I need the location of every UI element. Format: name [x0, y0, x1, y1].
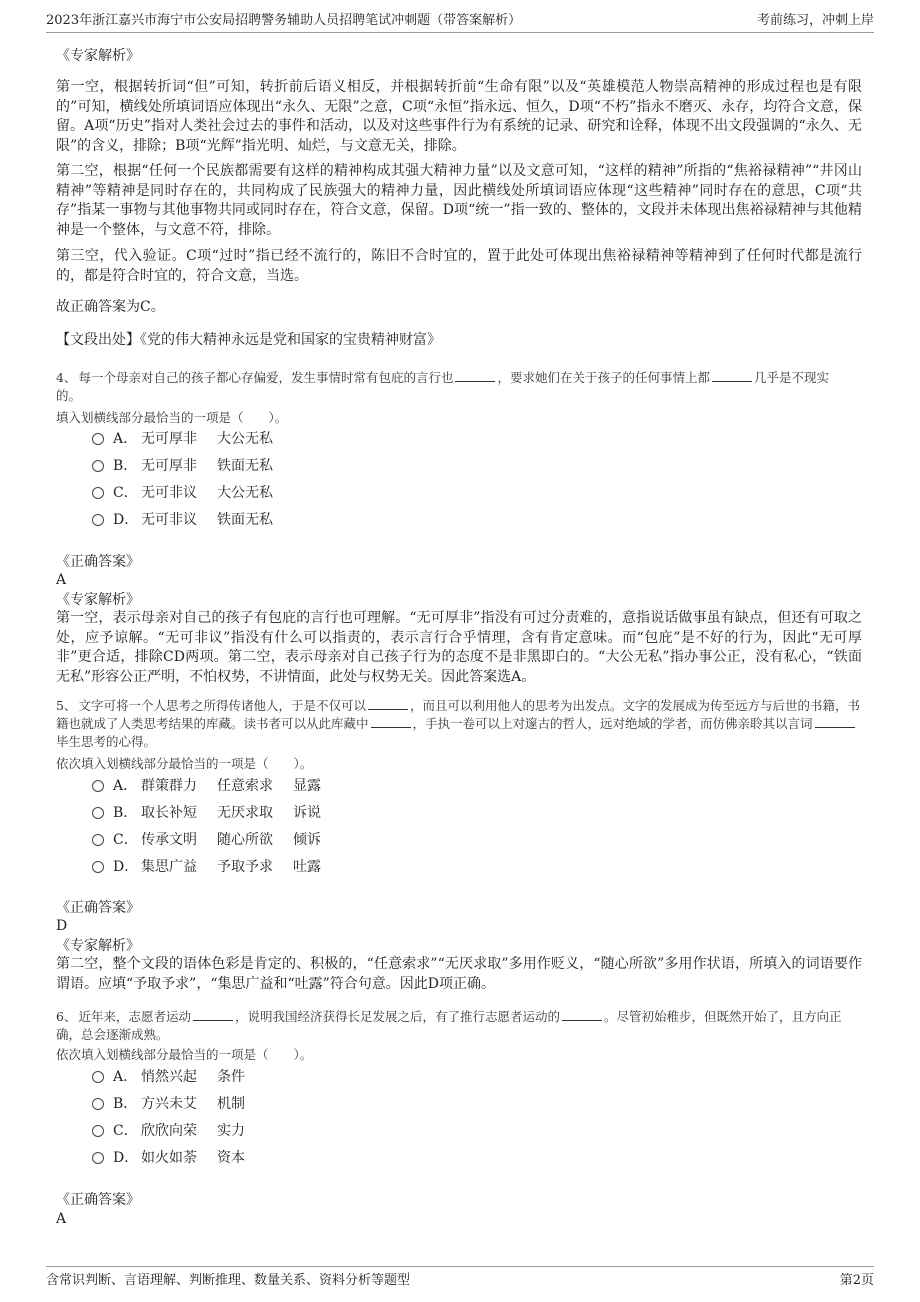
q4-stem: 4、 每一个母亲对自己的孩子都心存偏爱，发生事情时常有包庇的言行也 ，要求她们在关于孩子的任何事情上都 几乎是不现实 的。 — [56, 370, 829, 403]
q6-answer: A — [56, 1211, 67, 1227]
q3-analysis-conclusion: 故正确答案为C。 — [56, 299, 165, 315]
radio-icon[interactable] — [92, 780, 104, 792]
q5-option-c[interactable]: C． 传承文明 随心所欲 倾诉 — [92, 829, 321, 851]
page-header — [46, 10, 874, 33]
q5-blank-3 — [815, 715, 855, 728]
radio-icon[interactable] — [92, 514, 104, 526]
q4-analysis-label: 《专家解析》 — [56, 592, 140, 608]
radio-icon[interactable] — [92, 1152, 104, 1164]
q6-option-b[interactable]: B． 方兴未艾 机制 — [92, 1093, 245, 1115]
radio-icon[interactable] — [92, 1098, 104, 1110]
q3-analysis-label: 《专家解析》 — [56, 48, 140, 64]
q5-answer: D — [56, 918, 68, 934]
q6-option-c[interactable]: C． 欣欣向荣 实力 — [92, 1120, 245, 1142]
q5-blank-2 — [371, 715, 411, 728]
q4-blank-1 — [455, 369, 495, 382]
q4-blank-2 — [712, 369, 752, 382]
q6-answer-label: 《正确答案》 — [56, 1192, 140, 1208]
radio-icon[interactable] — [92, 1125, 104, 1137]
radio-icon[interactable] — [92, 487, 104, 499]
radio-icon[interactable] — [92, 834, 104, 846]
q5-blank-1 — [368, 697, 408, 710]
q3-analysis-para-3: 第三空，代入验证。C项“过时”指已经不流行的，陈旧不合时宜的，置于此处可体现出焦裕禄精神等精神到了任何时代都是流行的，都是符合时宜的，符合文意，当选。 — [56, 248, 862, 284]
q4-option-a[interactable]: A． 无可厚非 大公无私 — [92, 428, 293, 450]
q5-analysis: 第二空，整个文段的语体色彩是肯定的、积极的，“任意索求”“无厌求取”多用作贬义，“随心所欲”多用作状语，所填入的词语要作谓语。应填“予取予求”，“集思广益和“吐露”符合句意。因此D项正确。 — [56, 956, 862, 992]
q6-blank-1 — [193, 1008, 233, 1021]
q5-answer-label: 《正确答案》 — [56, 900, 140, 916]
radio-icon[interactable] — [92, 807, 104, 819]
q4-answer: A — [56, 572, 67, 588]
q5-number: 5、 — [56, 698, 77, 713]
q4-option-d[interactable]: D． 无可非议 铁面无私 — [92, 509, 293, 531]
q6-stem: 6、 近年来，志愿者运动 ，说明我国经济获得长足发展之后，有了推行志愿者运动的 。尽管初始稚步，但既然开始了，且方向正确，总会逐渐成熟。 — [56, 1009, 842, 1042]
radio-icon[interactable] — [92, 460, 104, 472]
q4-option-c[interactable]: C． 无可非议 大公无私 — [92, 482, 293, 504]
radio-icon[interactable] — [92, 433, 104, 445]
q6-blank-2 — [562, 1008, 602, 1021]
q5-option-d[interactable]: D． 集思广益 予取予求 吐露 — [92, 856, 321, 878]
q3-analysis-para-2: 第二空，根据“任何一个民族都需要有这样的精神构成其强大精神力量”以及文意可知，“这样的精神”所指的“焦裕禄精神”“井冈山精神”等精神是同时存在的，共同构成了民族强大的精神力量，因此横线处所填词语应体现“这些精神”同时存在的意思，C项“共存”指某一事物与其他事物共同或同时存在，符合文意，保留。D项“统一”指一致的、整体的，文段并未体现出焦裕禄精神与其他精神是一个整体，与文意不符，排除。 — [56, 163, 862, 238]
q4-analysis: 第一空，表示母亲对自己的孩子有包庇的言行也可理解。“无可厚非”指没有可过分责难的，意指说话做事虽有缺点，但还有可取之处，应予谅解。“无可非议”指没有什么可以指责的，表示言行合乎情理，含有肯定意味。而“包庇”是不好的行为，因此“无可厚非”更合适，排除CD两项。第二空，表示母亲对自己孩子行为的态度不是非黑即白的。“大公无私”指办事公正，没有私心，“铁面无私”形容公正严明，不怕权势，不讲情面，此处与权势无关。因此答案选A。 — [56, 610, 862, 685]
page-number: 第2页 — [839, 1273, 874, 1288]
header-slogan: 考前练习，冲刺上岸 — [756, 13, 874, 28]
q5-analysis-label: 《专家解析》 — [56, 938, 140, 954]
q5-stem: 5、 文字可将一个人思考之所得传诸他人，于是不仅可以 ，而且可以利用他人的思考为出发点。文字的发展成为传至远方与后世的书籍，书籍也就成了人类思考结果的库藏。读书者可以从此库藏中 ，手执一卷可以上对邃古的哲人，远对绝域的学者，而仿佛亲聆其以言词毕生思考的心得。 — [56, 698, 860, 749]
q3-source: 【文段出处】《党的伟大精神永远是党和国家的宝贵精神财富》 — [56, 332, 441, 348]
q4-instruction: 填入划横线部分最恰当的一项是（ ）。 — [56, 410, 288, 425]
document-title: 2023年浙江嘉兴市海宁市公安局招聘警务辅助人员招聘笔试冲刺题（带答案解析） — [46, 13, 522, 28]
q6-instruction: 依次填入划横线部分最恰当的一项是（ ）。 — [56, 1047, 313, 1062]
q6-option-d[interactable]: D． 如火如荼 资本 — [92, 1147, 245, 1169]
q4-option-b[interactable]: B． 无可厚非 铁面无私 — [92, 455, 293, 477]
q5-instruction: 依次填入划横线部分最恰当的一项是（ ）。 — [56, 756, 313, 771]
q5-option-b[interactable]: B． 取长补短 无厌求取 诉说 — [92, 802, 321, 824]
radio-icon[interactable] — [92, 861, 104, 873]
q3-analysis-para-1: 第一空，根据转折词“但”可知，转折前后语义相反，并根据转折前“生命有限”以及“英雄模范人物崇高精神的形成过程也是有限的”可知，横线处所填词语应体现出“永久、无限”之意，C项“永恒”指永远、恒久，D项“不朽”指永不磨灭、永存，均符合文意，保留。A项“历史”指对人类社会过去的事件和活动，以及对这些事件行为有系统的记录、研究和诠释，体现不出文段强调的“永久、无限”的含义，排除；B项“光辉”指光明、灿烂，与文意无关，排除。 — [56, 79, 862, 154]
q6-number: 6、 — [56, 1009, 77, 1024]
q5-option-a[interactable]: A． 群策群力 任意索求 显露 — [92, 775, 321, 797]
footer-topics: 含常识判断、言语理解、判断推理、数量关系、资料分析等题型 — [46, 1273, 411, 1288]
q4-answer-label: 《正确答案》 — [56, 554, 140, 570]
q6-option-a[interactable]: A． 悄然兴起 条件 — [92, 1066, 245, 1088]
page-footer — [46, 1266, 874, 1291]
radio-icon[interactable] — [92, 1071, 104, 1083]
q4-number: 4、 — [56, 370, 77, 385]
